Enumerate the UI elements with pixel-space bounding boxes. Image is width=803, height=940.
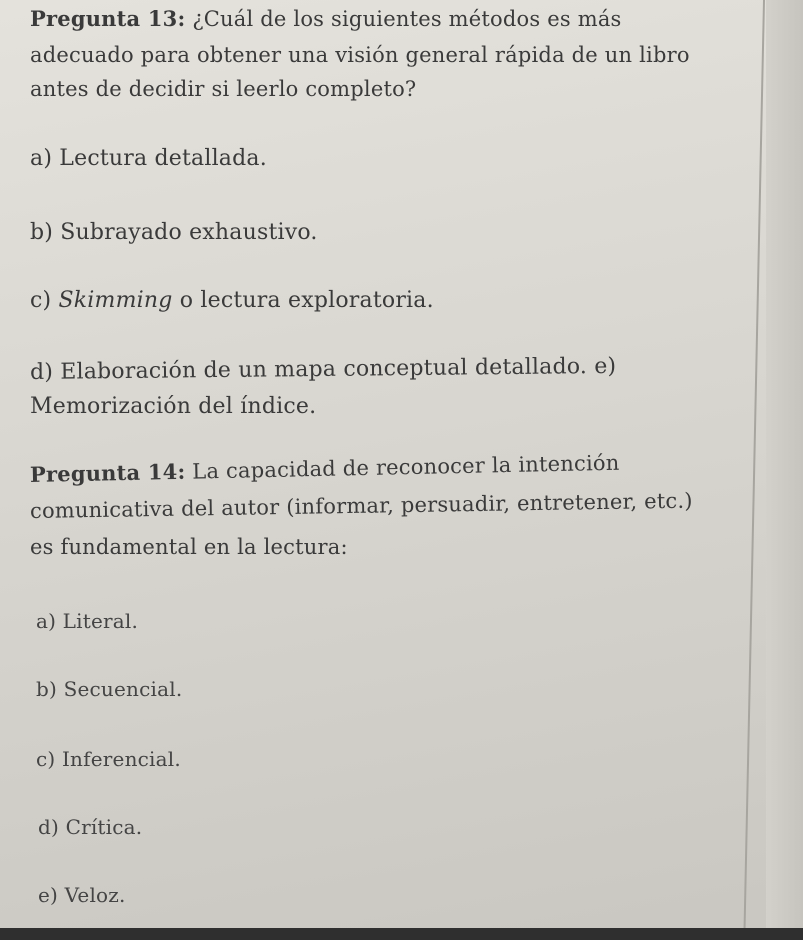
q13-option-b: b) Subrayado exhaustivo. (30, 220, 318, 245)
q13-option-c-italic: Skimming (58, 288, 173, 313)
q13-option-d-line2: Memorización del índice. (30, 394, 317, 419)
q13-option-d-line1: d) Elaboración de un mapa conceptual detallado. e) (29, 353, 617, 385)
q13-option-a: a) Lectura detallada. (30, 146, 267, 171)
dark-bottom-strip (0, 928, 803, 940)
paper-edge-line (743, 0, 765, 940)
q13-option-c (30, 288, 434, 314)
q13-text-line2: adecuado para obtener una visión general rápida de un libro (30, 43, 690, 67)
q13-text-line1: ¿Cuál de los siguientes métodos es más (185, 7, 622, 31)
q14-option-b: b) Secuencial. (36, 677, 183, 701)
q14-option-c: c) Inferencial. (36, 747, 181, 771)
q13-option-c-prefix: c) (30, 288, 59, 313)
q14-option-d: d) Crítica. (38, 815, 143, 839)
q14-option-a: a) Literal. (36, 609, 139, 633)
q14-label: Pregunta 14: (29, 458, 186, 487)
q14-text-line1: La capacidad de reconocer la intención (185, 450, 620, 484)
q14-text-line3: es fundamental en la lectura: (30, 535, 348, 559)
q14-option-e: e) Veloz. (38, 883, 126, 907)
q13-label: Pregunta 13: (30, 6, 186, 31)
q14-text-line2: comunicativa del autor (informar, persuadir, entretener, etc.) (29, 488, 693, 523)
q13-text-line3: antes de decidir si leerlo completo? (30, 77, 417, 101)
q13-heading-line1 (30, 6, 622, 32)
q14-heading-line1 (30, 450, 620, 488)
q13-option-c-suffix: o lectura exploratoria. (172, 288, 434, 313)
paper-edge-shade (766, 0, 803, 940)
